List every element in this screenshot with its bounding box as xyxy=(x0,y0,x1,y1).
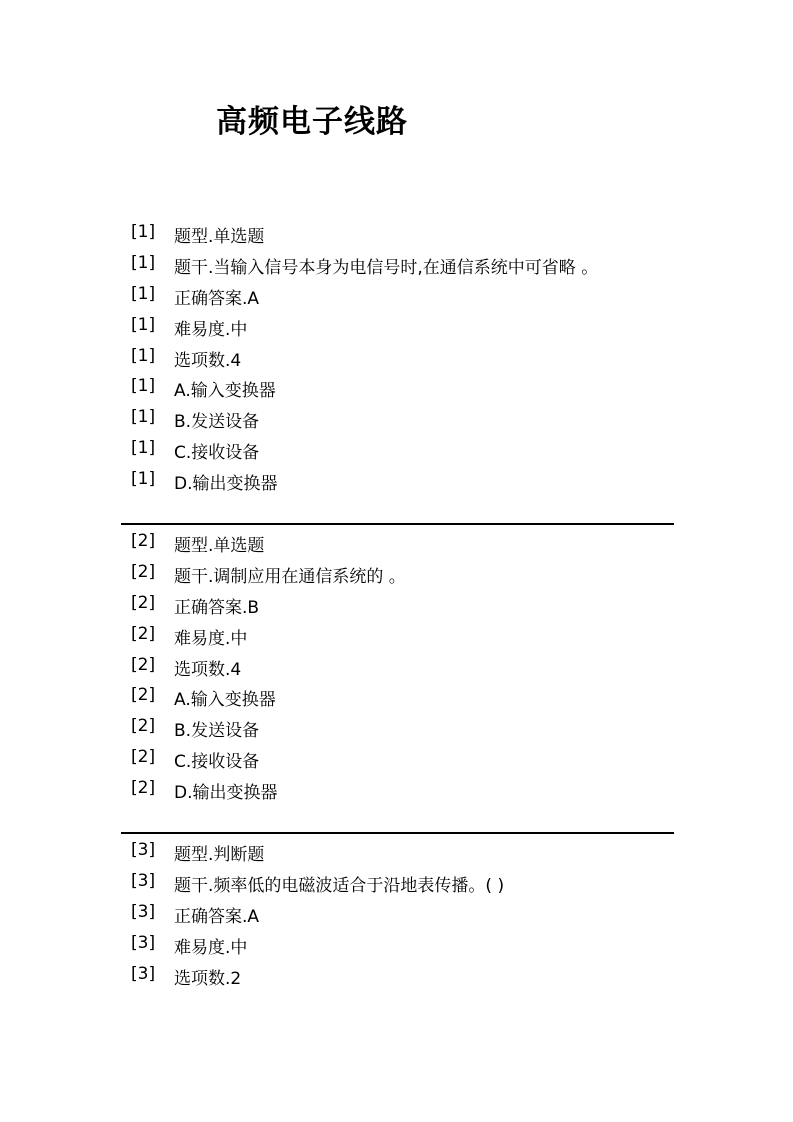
question-number: [3] xyxy=(131,963,156,984)
question-1-option-count-row xyxy=(0,342,793,373)
question-number: [3] xyxy=(131,932,156,953)
question-separator xyxy=(121,523,674,525)
question-number: [1] xyxy=(131,283,156,304)
question-number: [1] xyxy=(131,314,156,335)
question-number: [2] xyxy=(131,685,156,706)
option-c: C.接收设备 xyxy=(174,752,260,773)
question-2-answer-row xyxy=(0,589,793,620)
question-2-option-b-row xyxy=(0,712,793,743)
question-number: [2] xyxy=(131,561,156,582)
question-number: [2] xyxy=(131,716,156,737)
option-a: A.输入变换器 xyxy=(174,381,276,402)
question-3-difficulty-row xyxy=(0,929,793,960)
option-d: D.输出变换器 xyxy=(174,783,278,804)
question-1-difficulty-row xyxy=(0,311,793,342)
option-b: B.发送设备 xyxy=(174,412,260,433)
question-number: [1] xyxy=(131,345,156,366)
option-d: D.输出变换器 xyxy=(174,474,278,495)
question-block-3 xyxy=(0,836,793,990)
question-number: [1] xyxy=(131,438,156,459)
question-type: 题型.单选题 xyxy=(174,536,265,556)
difficulty: 难易度.中 xyxy=(174,628,248,649)
question-1-answer-row xyxy=(0,280,793,311)
document-title: 高频电子线路 xyxy=(216,104,408,140)
difficulty: 难易度.中 xyxy=(174,319,248,340)
question-3-answer-row xyxy=(0,898,793,929)
question-number: [2] xyxy=(131,654,156,675)
question-number: [2] xyxy=(131,623,156,644)
correct-answer: 正确答案.A xyxy=(174,288,260,309)
question-1-option-b-row xyxy=(0,403,793,434)
option-c: C.接收设备 xyxy=(174,443,260,464)
question-separator xyxy=(121,832,674,834)
question-2-difficulty-row xyxy=(0,620,793,651)
question-stem: 题干.调制应用在通信系统的 。 xyxy=(174,566,406,587)
question-number: [3] xyxy=(131,901,156,922)
question-number: [2] xyxy=(131,531,156,551)
question-number: [2] xyxy=(131,592,156,613)
option-count: 选项数.4 xyxy=(174,350,242,371)
question-2-stem-row xyxy=(0,558,793,589)
question-2-type-row xyxy=(0,527,793,558)
question-number: [1] xyxy=(131,469,156,490)
question-number: [2] xyxy=(131,747,156,768)
question-number: [1] xyxy=(131,222,156,242)
question-number: [3] xyxy=(131,840,156,860)
question-stem: 题干.当输入信号本身为电信号时,在通信系统中可省略 。 xyxy=(174,257,599,278)
question-number: [1] xyxy=(131,376,156,397)
question-2-option-c-row xyxy=(0,743,793,774)
question-2-option-d-row xyxy=(0,774,793,805)
option-count: 选项数.4 xyxy=(174,659,242,680)
option-b: B.发送设备 xyxy=(174,721,260,742)
question-number: [1] xyxy=(131,252,156,273)
question-number: [1] xyxy=(131,407,156,428)
question-3-stem-row xyxy=(0,867,793,898)
question-2-option-count-row xyxy=(0,651,793,682)
question-1-option-c-row xyxy=(0,434,793,465)
question-1-option-d-row xyxy=(0,465,793,496)
question-type: 题型.判断题 xyxy=(174,845,265,865)
question-block-2 xyxy=(0,527,793,805)
correct-answer: 正确答案.A xyxy=(174,906,260,927)
question-3-type-row xyxy=(0,836,793,867)
question-1-stem-row xyxy=(0,249,793,280)
question-1-option-a-row xyxy=(0,372,793,403)
question-number: [2] xyxy=(131,778,156,799)
question-2-option-a-row xyxy=(0,681,793,712)
question-3-option-count-row xyxy=(0,960,793,991)
difficulty: 难易度.中 xyxy=(174,937,248,958)
option-a: A.输入变换器 xyxy=(174,690,276,711)
question-1-type-row xyxy=(0,218,793,249)
question-block-1 xyxy=(0,218,793,496)
question-type: 题型.单选题 xyxy=(174,227,265,247)
question-number: [3] xyxy=(131,870,156,891)
option-count: 选项数.2 xyxy=(174,968,242,989)
question-stem: 题干.频率低的电磁波适合于沿地表传播。( ) xyxy=(174,875,505,896)
correct-answer: 正确答案.B xyxy=(174,597,260,618)
